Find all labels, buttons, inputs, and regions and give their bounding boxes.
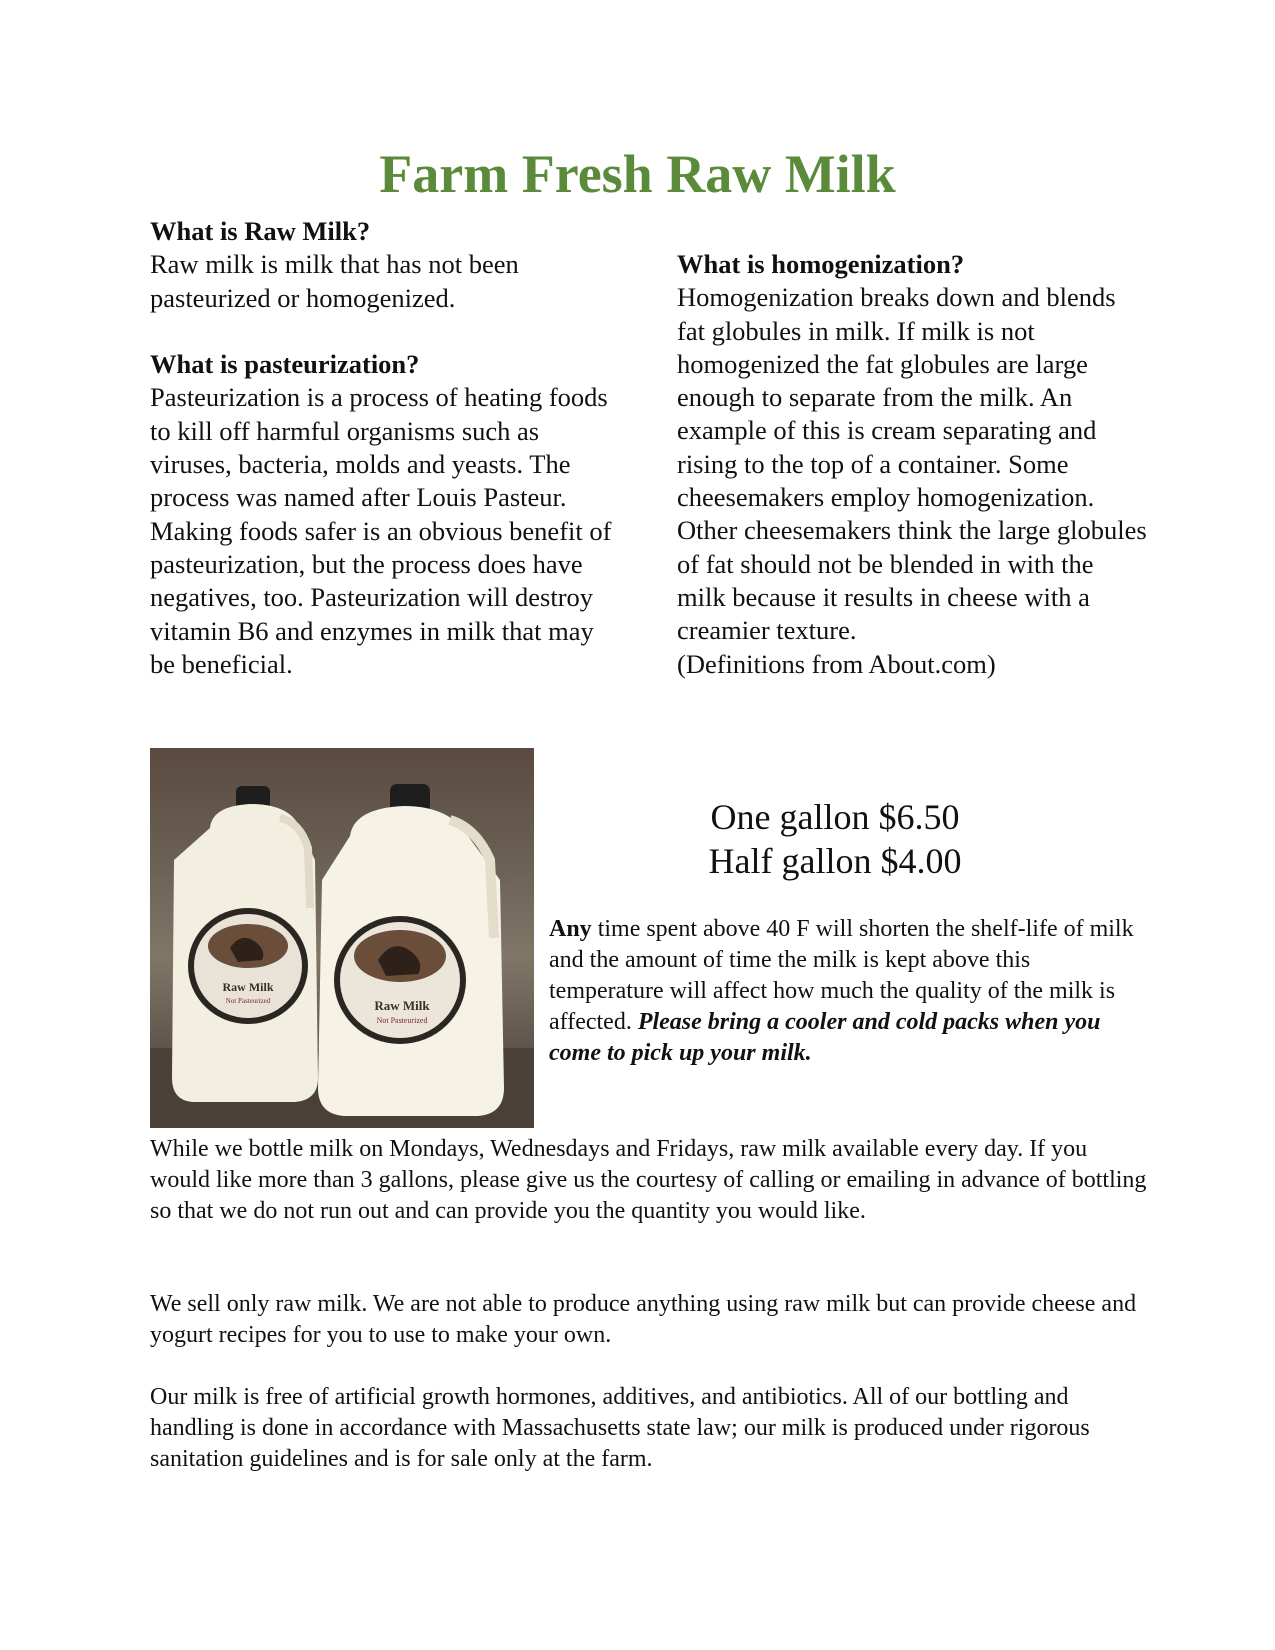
question-homogenization: What is homogenization? [677, 249, 965, 279]
question-pasteurization: What is pasteurization? [150, 349, 420, 380]
left-column [150, 215, 620, 681]
right-column [677, 248, 1147, 681]
milk-jugs-photo [150, 748, 534, 1128]
gallon-jug [318, 784, 504, 1116]
quality-paragraph: Our milk is free of artificial growth hormones, additives, and antibiotics. All of our bottling and handling is done in accordance with Massachusetts state law; our milk is produced under rigorous sanitation guidelines and is for sale only at the farm. [150, 1384, 1090, 1472]
price-gallon: One gallon $6.50 [710, 797, 960, 837]
jug-label-right: Raw Milk [374, 998, 430, 1013]
spacer [150, 315, 620, 348]
jug-label-left: Raw Milk [222, 980, 274, 994]
raw-milk-only-paragraph: We sell only raw milk. We are not able to produce anything using raw milk but can provide cheese and yogurt recipes for you to use to make your own. [150, 1291, 1137, 1348]
definitions-source: (Definitions from About.com) [677, 648, 996, 679]
jug-sublabel-right: Not Pasteurized [376, 1016, 428, 1025]
jug-sublabel-left: Not Pasteurized [225, 997, 271, 1005]
storage-notice [549, 914, 1139, 1069]
answer-raw-milk: Raw milk is milk that has not been pasteurized or homogenized. [150, 249, 519, 313]
price-half-gallon: Half gallon $4.00 [708, 841, 962, 881]
notice-text: time spent above 40 F will shorten the shelf-life of milk and the amount of time the milk is kept above this temperature will affect how much the quality of the milk is affected. [549, 916, 1134, 1035]
answer-homogenization: Homogenization breaks down and blends fat globules in milk. If milk is not homogenized the fat globules are large enough to separate from the milk. An example of this is cream separating and rising to the top of a container. Some cheesemakers employ homogenization. Other cheesemakers think the large globules of fat should not be blended in with the milk because it results in cheese with a creamier texture. [677, 282, 1147, 646]
answer-pasteurization: Pasteurization is a process of heating foods to kill off harmful organisms such as viruses, bacteria, molds and yeasts. The process was named after Louis Pasteur. Making foods safer is an obvious benefit of pasteurization, but the process does have negatives, too. Pasteurization will destroy vitamin B6 and enzymes in milk that may be beneficial. [150, 382, 612, 679]
bottling-schedule-paragraph: While we bottle milk on Mondays, Wednesdays and Fridays, raw milk available every day. If you would like more than 3 gallons, please give us the courtesy of calling or emailing in advance of bottling so that we do not run out and can provide you the quantity you would like. [150, 1136, 1147, 1224]
notice-lead: Any [549, 916, 592, 942]
question-raw-milk: What is Raw Milk? [150, 216, 371, 246]
notice-emphasis: Please bring a cooler and cold packs when you come to pick up your milk. [549, 1009, 1101, 1066]
half-gallon-jug [172, 786, 318, 1102]
page-title: Farm Fresh Raw Milk [379, 144, 896, 204]
